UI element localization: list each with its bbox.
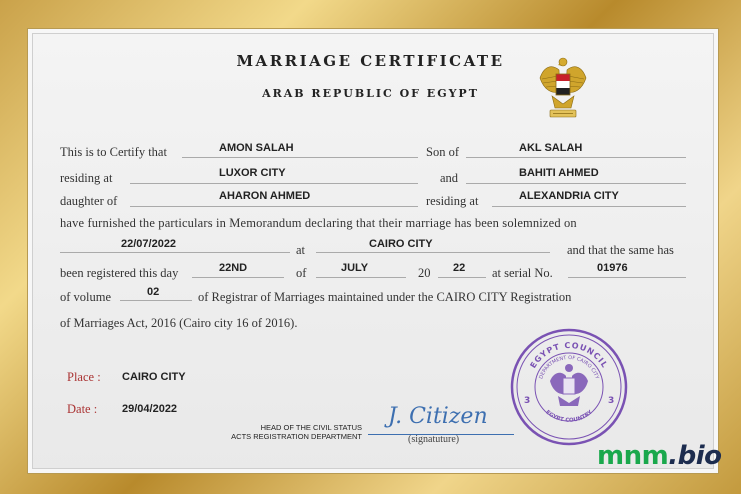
date-label: Date : <box>67 402 98 416</box>
signature-caption: (signatuture) <box>408 434 460 445</box>
place-label: Place : <box>67 370 101 384</box>
registrar-text: of Registrar of Marriages maintained under the CAIRO CITY Registration <box>198 290 572 304</box>
signature: J. Citizen <box>388 404 488 429</box>
groom-father: AKL SALAH <box>519 142 583 154</box>
watermark-part2: .bio <box>668 441 722 471</box>
head-title-line1: HEAD OF THE CIVIL STATUS <box>260 423 362 432</box>
eagle-emblem-icon <box>538 52 588 128</box>
groom-residence: LUXOR CITY <box>219 167 286 179</box>
head-title-line2: ACTS REGISTRATION DEPARTMENT <box>231 432 362 441</box>
svg-text:EGYPT COUNTRY <box>544 409 594 424</box>
groom-name: AMON SALAH <box>219 142 294 154</box>
reg-year-line <box>438 277 486 278</box>
act-text: of Marriages Act, 2016 (Cairo city 16 of 2016). <box>60 316 298 330</box>
same-label: and that the same has <box>567 243 674 257</box>
bride-name-line <box>466 183 686 184</box>
reg-month: JULY <box>341 262 369 274</box>
place-value: CAIRO CITY <box>122 371 186 383</box>
seal-number-left: 3 <box>524 396 531 406</box>
seal-ring-text: DEPARTMENT OF CAIRO CITY <box>538 354 600 380</box>
watermark-logo <box>597 441 721 471</box>
groom-father-line <box>466 157 686 158</box>
bride-name: BAHITI AHMED <box>519 167 599 179</box>
seal-top-text: EGYPT COUNCIL <box>528 340 610 370</box>
reg-day: 22ND <box>219 262 248 274</box>
groom-residence-line <box>130 183 418 184</box>
year-prefix: 20 <box>418 266 431 280</box>
bride-residence: ALEXANDRIA CITY <box>519 190 619 202</box>
date-value: 29/04/2022 <box>122 403 178 415</box>
at-label: at <box>296 243 306 257</box>
daughter-label: daughter of <box>60 194 118 208</box>
certificate-title: MARRIAGE CERTIFICATE <box>236 52 505 70</box>
bride-father-line <box>130 206 418 207</box>
serial-line <box>568 277 686 278</box>
marriage-date-line <box>60 252 290 253</box>
volume-label: of volume <box>60 290 112 304</box>
watermark-part1: mnm <box>597 441 669 471</box>
certificate-subtitle: ARAB REPUBLIC OF EGYPT <box>262 87 479 100</box>
bride-residence-line <box>492 206 686 207</box>
bride-father: AHARON AHMED <box>219 190 311 202</box>
serial-label: at serial No. <box>492 266 553 280</box>
reg-day-line <box>192 277 284 278</box>
and-label: and <box>440 171 459 185</box>
statement-text: have furnished the particulars in Memorandum declaring that their marriage has been solemnized on <box>60 216 577 230</box>
seal-bottom-text: EGYPT COUNTRY <box>544 409 594 424</box>
serial-no: 01976 <box>597 262 628 274</box>
volume-line <box>120 300 192 301</box>
reg-year: 22 <box>453 262 466 274</box>
residing-label-2: residing at <box>426 194 479 208</box>
marriage-date: 22/07/2022 <box>121 238 177 250</box>
reg-month-line <box>316 277 406 278</box>
seal-number-right: 3 <box>608 396 615 406</box>
volume-value: 02 <box>147 286 160 298</box>
residing-label: residing at <box>60 171 113 185</box>
official-seal-icon <box>508 326 630 448</box>
certify-label: This is to Certify that <box>60 145 167 159</box>
son-of-label: Son of <box>426 145 459 159</box>
marriage-place: CAIRO CITY <box>369 238 433 250</box>
registered-label: been registered this day <box>60 266 179 280</box>
groom-name-line <box>182 157 418 158</box>
of-label: of <box>296 266 307 280</box>
marriage-place-line <box>316 252 550 253</box>
